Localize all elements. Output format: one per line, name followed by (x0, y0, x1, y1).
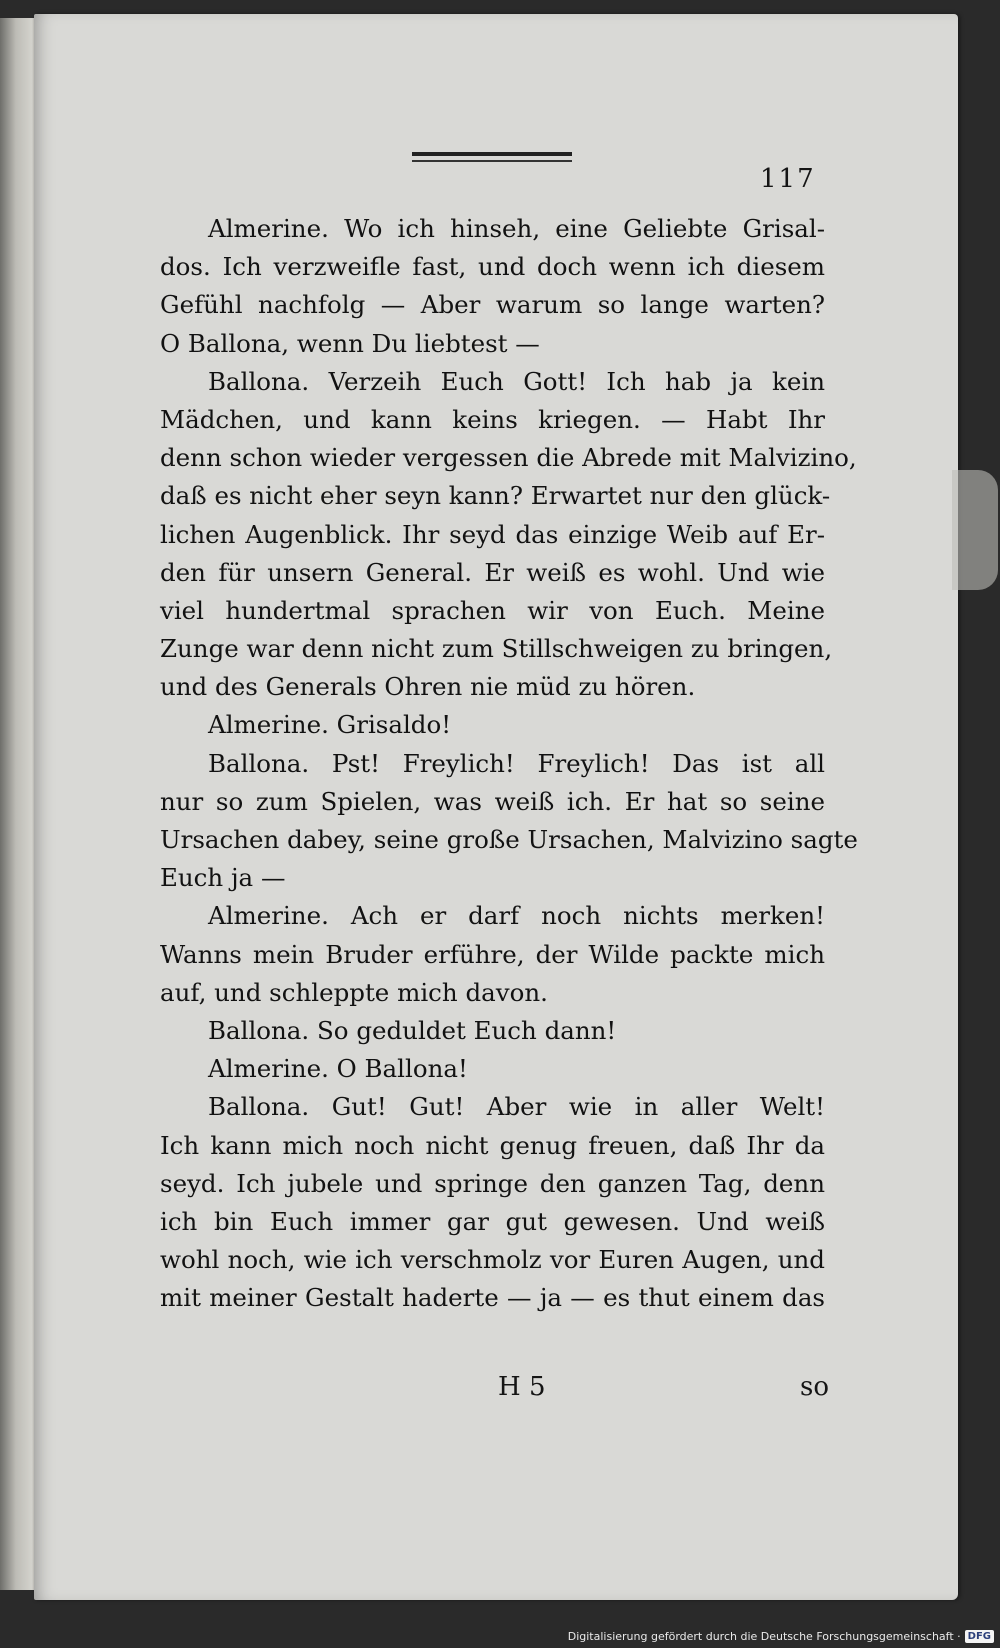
text-line: Almerine. Ach er darf noch nichts merken! (208, 901, 825, 931)
text-line: Ballona. Pst! Freylich! Freylich! Das ist all (208, 748, 825, 778)
signature-mark: H 5 (498, 1372, 546, 1402)
text-line: Ballona. So geduldet Euch dann! (208, 1015, 617, 1045)
text-line: daß es nicht eher seyn kann? Erwartet nur den glück- (160, 481, 831, 511)
text-line: Almerine. Grisaldo! (208, 710, 452, 740)
text-line: Almerine. Wo ich hinseh, eine Geliebte Grisal- (208, 214, 825, 243)
text-line: viel hundertmal sprachen wir von Euch. Meine (160, 595, 825, 625)
text-line: Ballona. Verzeih Euch Gott! Ich hab ja kein (208, 366, 825, 396)
text-line: Zunge war denn nicht zum Stillschweigen zu bringen, (160, 634, 833, 664)
header-rule (412, 152, 572, 156)
text-line: Ursachen dabey, seine große Ursachen, Malvizino sagte (160, 825, 858, 854)
text-line: auf, und schleppte mich davon. (160, 977, 548, 1007)
text-line: mit meiner Gestalt haderte — ja — es thut einem das (160, 1283, 825, 1313)
text-line: Ich kann mich noch nicht genug freuen, daß Ihr da (160, 1130, 825, 1160)
digitization-footer (568, 1626, 994, 1646)
catchword: so (800, 1372, 829, 1402)
page-fold-shadow (952, 470, 998, 590)
text-line: wohl noch, wie ich verschmolz vor Euren Augen, und (160, 1245, 825, 1275)
text-line: Euch ja — (160, 863, 286, 893)
text-line: Almerine. O Ballona! (208, 1054, 468, 1084)
text-line: Ballona. Gut! Gut! Aber wie in aller Welt! (208, 1092, 825, 1122)
text-line: O Ballona, wenn Du liebtest — (160, 328, 540, 358)
text-line: Wanns mein Bruder erführe, der Wilde packte mich (160, 939, 825, 969)
text-line: denn schon wieder vergessen die Abrede mit Malvizino, (160, 443, 857, 473)
text-line: Gefühl nachfolg — Aber warum so lange warten? (160, 290, 825, 320)
text-line: Mädchen, und kann keins kriegen. — Habt Ihr (160, 404, 825, 434)
body-text (160, 210, 858, 1317)
page-number: 117 (760, 164, 816, 194)
text-line: den für unsern General. Er weiß es wohl. Und wie (160, 557, 825, 587)
dfg-logo-icon: DFG (965, 1630, 994, 1643)
text-line: nur so zum Spielen, was weiß ich. Er hat so seine (160, 786, 825, 816)
text-line: ich bin Euch immer gar gut gewesen. Und weiß (160, 1206, 825, 1236)
header-rule-thin (412, 160, 572, 162)
text-line: dos. Ich verzweifle fast, und doch wenn ich diesem (160, 252, 825, 282)
text-line: lichen Augenblick. Ihr seyd das einzige Weib auf Er- (160, 519, 825, 549)
text-line: seyd. Ich jubele und springe den ganzen Tag, denn (160, 1168, 825, 1198)
text-line: und des Generals Ohren nie müd zu hören. (160, 672, 696, 702)
footer-credit: Digitalisierung gefördert durch die Deutsche Forschungsgemeinschaft · (567, 1629, 961, 1643)
